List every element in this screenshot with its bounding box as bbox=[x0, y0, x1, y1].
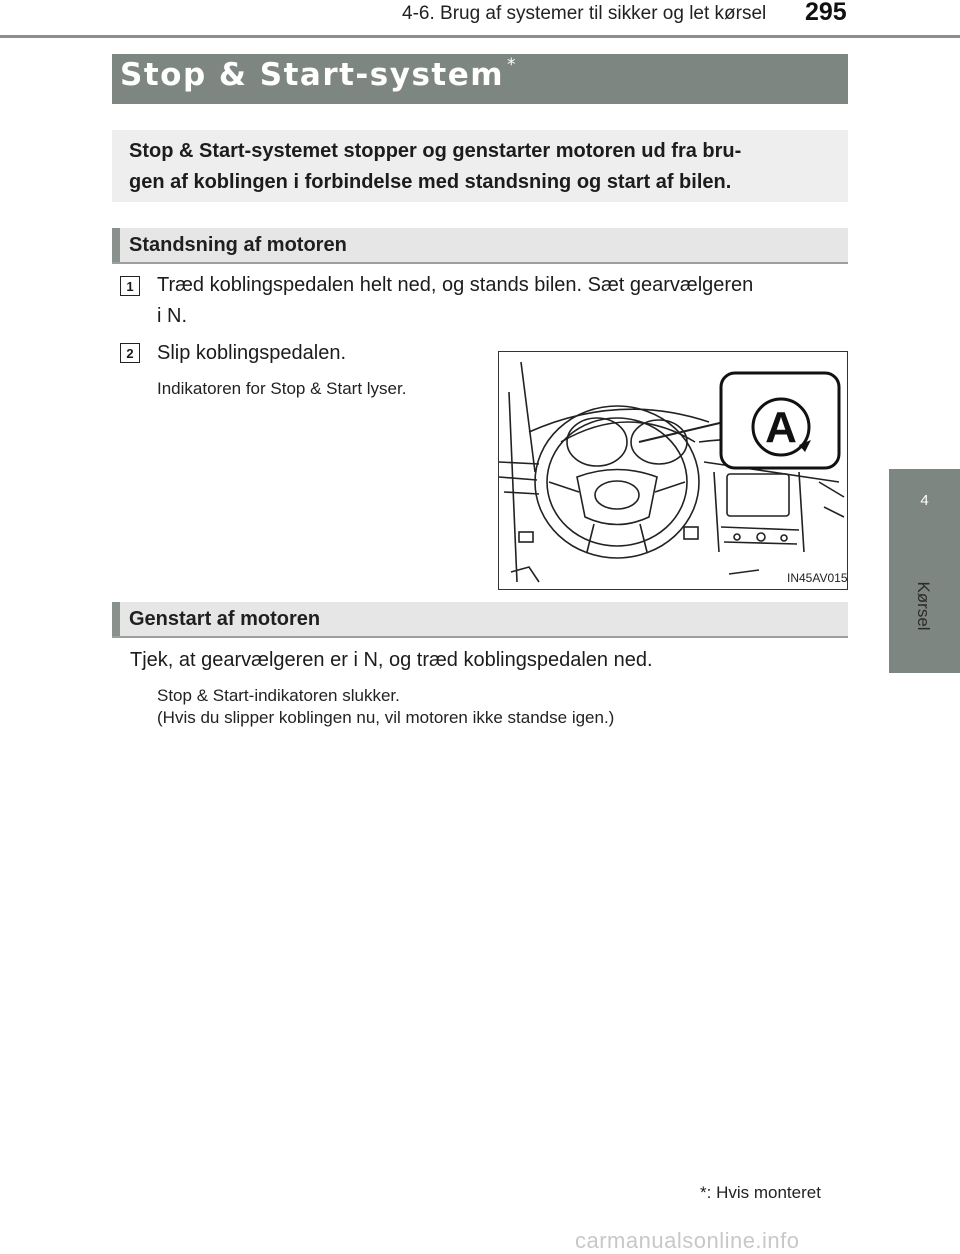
watermark: carmanualsonline.info bbox=[575, 1228, 800, 1253]
header-rule bbox=[0, 35, 960, 38]
step-1-text bbox=[157, 270, 847, 332]
intro-line: gen af koblingen i forbindelse med standsning og start af bilen. bbox=[129, 171, 732, 193]
dashboard-illustration bbox=[498, 351, 848, 590]
section-accent bbox=[112, 228, 120, 262]
optional-marker: * bbox=[507, 55, 518, 75]
step-1-line: i N. bbox=[157, 305, 187, 327]
intro-line: Stop & Start-systemet stopper og genstarter motoren ud fra bru- bbox=[129, 140, 742, 162]
chapter-tab-number: 4 bbox=[920, 492, 929, 509]
page-title-text: Stop & Start-system bbox=[120, 57, 505, 93]
callout-letter: A bbox=[765, 403, 797, 452]
footnote-text: : Hvis monteret bbox=[706, 1183, 821, 1202]
step-1-line: Træd koblingspedalen helt ned, og stands bilen. Sæt gearvælgeren bbox=[157, 274, 754, 296]
section-heading-restart bbox=[112, 602, 848, 638]
step-number-1: 1 bbox=[120, 276, 140, 296]
intro-text bbox=[129, 136, 835, 198]
chapter-tab-label: Kørsel bbox=[914, 581, 933, 631]
restart-note-line: (Hvis du slipper koblingen nu, vil motoren ikke standse igen.) bbox=[157, 708, 615, 727]
step-number-2: 2 bbox=[120, 343, 140, 363]
footnote bbox=[700, 1183, 821, 1203]
section-heading-stop bbox=[112, 228, 848, 264]
restart-note-line: Stop & Start-indikatoren slukker. bbox=[157, 686, 400, 705]
footnote-marker: * bbox=[700, 1183, 707, 1202]
step-2-text: Slip koblingspedalen. bbox=[157, 342, 347, 364]
running-head: 4-6. Brug af systemer til sikker og let kørsel bbox=[402, 3, 767, 24]
restart-note bbox=[157, 685, 614, 729]
page-number: 295 bbox=[805, 0, 847, 26]
page-title bbox=[120, 57, 517, 93]
section-heading-text: Genstart af motoren bbox=[129, 608, 321, 630]
restart-text: Tjek, at gearvælgeren er i N, og træd koblingspedalen ned. bbox=[130, 649, 653, 671]
step-2-note: Indikatoren for Stop & Start lyser. bbox=[157, 379, 407, 398]
steering-wheel-drawing bbox=[499, 352, 848, 590]
section-accent bbox=[112, 602, 120, 636]
illustration-code: IN45AV015 bbox=[787, 571, 848, 585]
section-heading-text: Standsning af motoren bbox=[129, 234, 347, 256]
